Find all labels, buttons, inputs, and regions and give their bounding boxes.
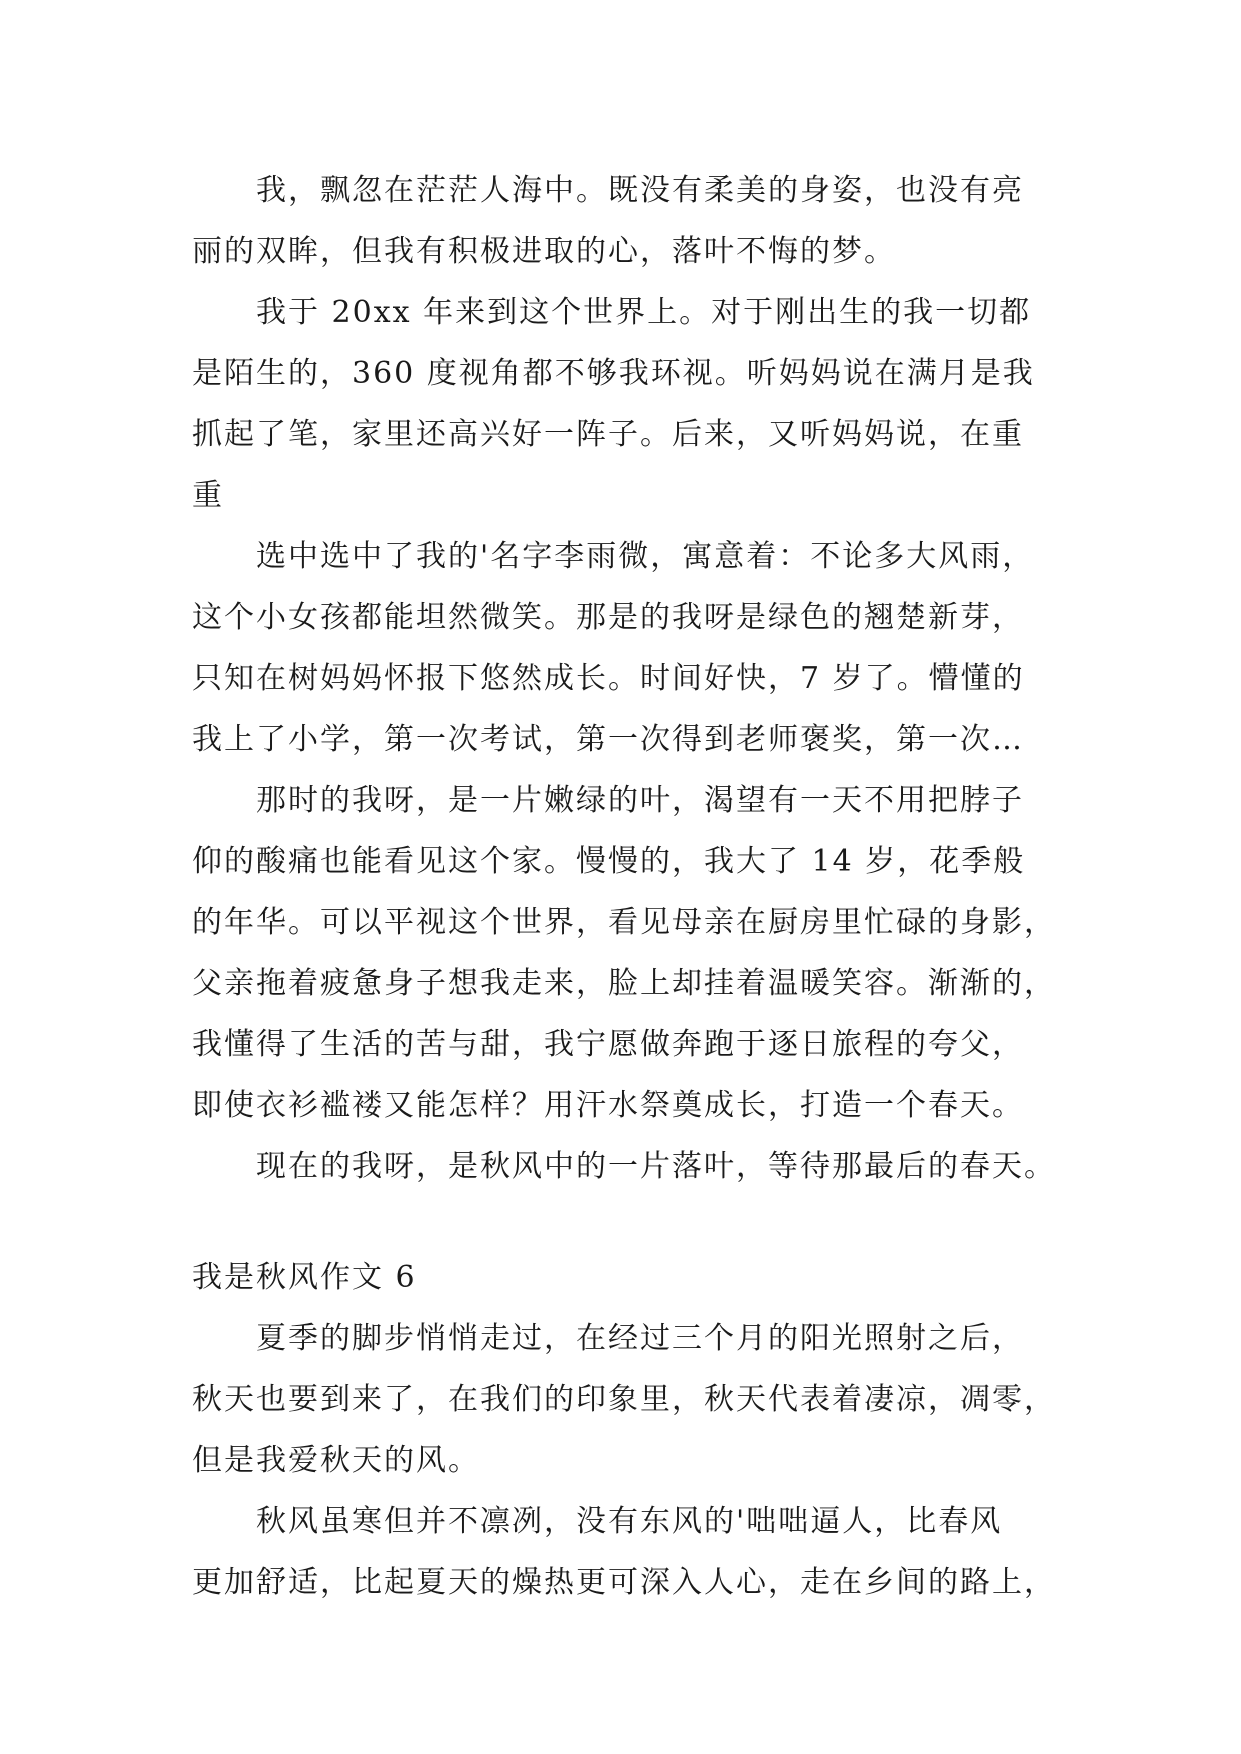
text-line: 这个小女孩都能坦然微笑。那是的我呀是绿色的翘楚新芽， [192,600,1024,635]
text-line: 我于 20xx 年来到这个世界上。对于刚出生的我一切都 [256,295,1032,330]
paragraph [192,526,1060,770]
paragraph [192,1308,1060,1491]
text-line: 的年华。可以平视这个世界，看见母亲在厨房里忙碌的身影， [192,905,1056,940]
text-line: 夏季的脚步悄悄走过，在经过三个月的阳光照射之后， [256,1321,1024,1356]
text-line: 只知在树妈妈怀报下悠然成长。时间好快，7 岁了。懵懂的 [192,661,1025,696]
paragraph [192,1136,1060,1197]
document-body [192,160,1060,1613]
paragraph [192,282,1060,526]
text-line: 即使衣衫褴褛又能怎样？用汗水祭奠成长，打造一个春天。 [192,1088,1024,1123]
text-line: 我上了小学，第一次考试，第一次得到老师褒奖，第一次… [192,722,1024,757]
text-line: 重 [192,478,224,513]
paragraph [192,160,1060,282]
text-line: 选中选中了我的'名字李雨微，寓意着：不论多大风雨， [256,539,1035,574]
text-line: 更加舒适，比起夏天的燥热更可深入人心，走在乡间的路上， [192,1565,1056,1600]
section-title: 我是秋风作文 6 [192,1260,417,1295]
text-line: 但是我爱秋天的风。 [192,1443,480,1478]
text-line: 仰的酸痛也能看见这个家。慢慢的，我大了 14 岁，花季般 [192,844,1026,879]
section-gap [192,1197,1060,1247]
text-line: 我，飘忽在茫茫人海中。既没有柔美的身姿，也没有亮 [256,173,1024,208]
text-line: 父亲拖着疲惫身子想我走来，脸上却挂着温暖笑容。渐渐的， [192,966,1056,1001]
text-line: 秋天也要到来了，在我们的印象里，秋天代表着凄凉，凋零， [192,1382,1056,1417]
text-line: 现在的我呀，是秋风中的一片落叶，等待那最后的春天。 [256,1149,1056,1184]
text-line: 抓起了笔，家里还高兴好一阵子。后来，又听妈妈说，在重 [192,417,1024,452]
text-line: 我懂得了生活的苦与甜，我宁愿做奔跑于逐日旅程的夸父， [192,1027,1024,1062]
paragraph [192,770,1060,1136]
text-line: 那时的我呀，是一片嫩绿的叶，渴望有一天不用把脖子 [256,783,1024,818]
text-line: 秋风虽寒但并不凛冽，没有东风的'咄咄逼人，比春风 [256,1504,1003,1539]
paragraph [192,1491,1060,1613]
text-line: 丽的双眸，但我有积极进取的心，落叶不悔的梦。 [192,234,896,269]
text-line: 是陌生的，360 度视角都不够我环视。听妈妈说在满月是我 [192,356,1035,391]
